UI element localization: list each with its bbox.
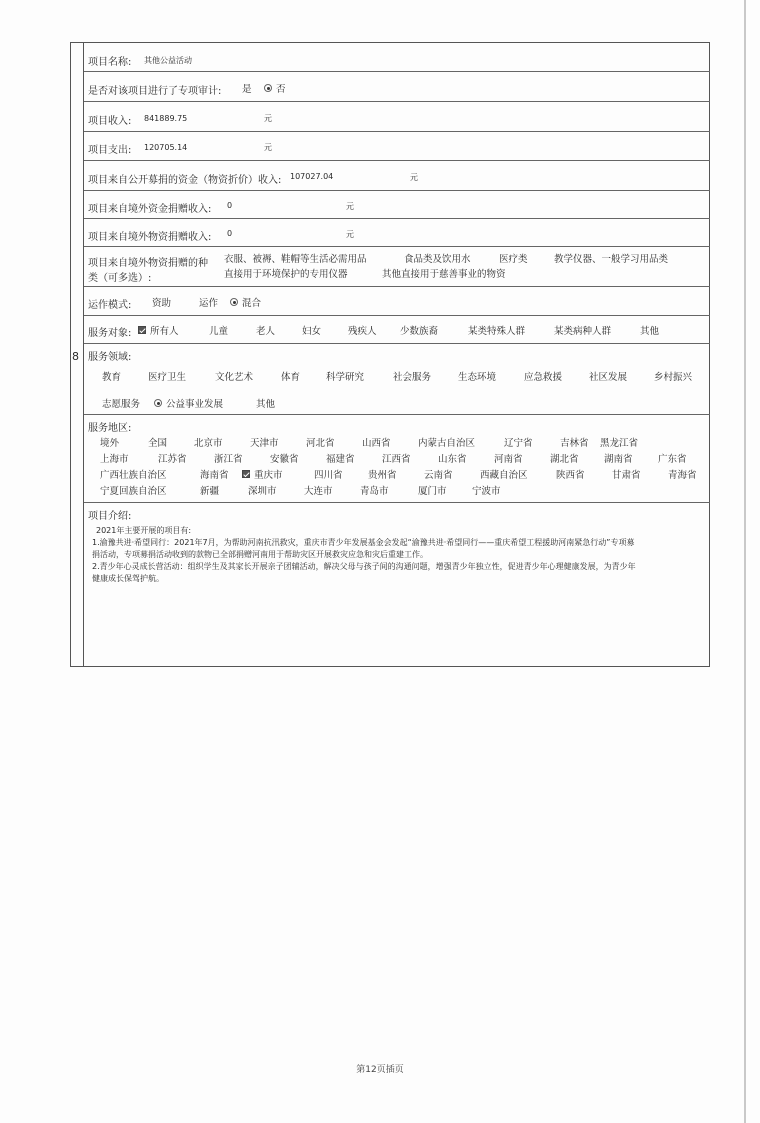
region-option[interactable]: 福建省 [326, 454, 355, 465]
row-number: 8 [72, 350, 79, 363]
region-option[interactable]: 重庆市 [242, 467, 283, 481]
row-goods-kinds [84, 247, 710, 287]
income-value: 841889.75 [144, 114, 188, 123]
target-option-special-group[interactable]: 某类特殊人群 [468, 326, 526, 337]
row-audit [84, 72, 710, 102]
kind-option-environment[interactable]: 直接用于环境保护的专用仪器 [224, 269, 348, 280]
intro-label: 项目介绍: [88, 511, 132, 522]
kinds-label-line2: 类（可多选）: [88, 273, 152, 284]
row-foreign-goods [84, 219, 710, 247]
region-option[interactable]: 黑龙江省 [600, 438, 639, 449]
region-option[interactable]: 山东省 [438, 454, 467, 465]
kind-option-teaching[interactable]: 教学仪器、一般学习用品类 [554, 254, 669, 265]
region-option[interactable]: 新疆 [200, 486, 220, 497]
region-option[interactable]: 青海省 [668, 470, 697, 481]
region-option[interactable]: 青岛市 [360, 486, 389, 497]
target-option-minority[interactable]: 少数族裔 [400, 326, 439, 337]
income-unit: 元 [264, 114, 272, 123]
region-option[interactable]: 天津市 [250, 438, 279, 449]
region-option[interactable]: 深圳市 [248, 486, 277, 497]
intro-line: 2021年主要开展的项目有: [96, 526, 192, 535]
intro-line: 健康成长保驾护航。 [92, 574, 164, 583]
target-option-women[interactable]: 妇女 [302, 326, 322, 337]
foreign-goods-label: 项目来自境外物资捐赠收入: [88, 232, 212, 243]
expense-label: 项目支出: [88, 145, 132, 156]
kind-option-food[interactable]: 食品类及饮用水 [404, 254, 471, 265]
expense-unit: 元 [264, 143, 272, 152]
region-option[interactable]: 河北省 [306, 438, 335, 449]
field-option-public-welfare[interactable]: 公益事业发展 [154, 396, 223, 410]
foreign-fund-unit: 元 [346, 202, 354, 211]
mode-option-operate[interactable]: 运作 [199, 298, 219, 309]
region-option[interactable]: 陕西省 [556, 470, 585, 481]
region-option[interactable]: 吉林省 [560, 438, 589, 449]
region-option[interactable]: 海南省 [200, 470, 229, 481]
region-option[interactable]: 山西省 [362, 438, 391, 449]
target-option-disabled[interactable]: 残疾人 [348, 326, 377, 337]
target-option-children[interactable]: 儿童 [209, 326, 229, 337]
radio-selected-icon [264, 84, 272, 92]
field-option-sports[interactable]: 体育 [281, 372, 301, 383]
audit-label: 是否对该项目进行了专项审计: [88, 86, 222, 97]
row-income [84, 102, 710, 132]
row-expense [84, 132, 710, 161]
mode-option-fund[interactable]: 资助 [152, 298, 172, 309]
region-option[interactable]: 江苏省 [158, 454, 187, 465]
project-name-value: 其他公益活动 [144, 56, 192, 65]
row-project-name [84, 44, 710, 72]
target-option-all[interactable]: 所有人 [138, 323, 179, 337]
row-public-fundraising [84, 161, 710, 191]
field-option-social[interactable]: 社会服务 [393, 372, 432, 383]
region-option[interactable]: 厦门市 [418, 486, 447, 497]
field-option-emergency[interactable]: 应急救援 [524, 372, 563, 383]
region-option[interactable]: 浙江省 [214, 454, 243, 465]
kind-option-other[interactable]: 其他直接用于慈善事业的物资 [382, 269, 506, 280]
region-option[interactable]: 甘肃省 [612, 470, 641, 481]
row-introduction [84, 503, 710, 665]
target-label: 服务对象: [88, 328, 132, 339]
region-option[interactable]: 江西省 [382, 454, 411, 465]
region-option[interactable]: 全国 [148, 438, 168, 449]
region-option[interactable]: 大连市 [304, 486, 333, 497]
kinds-label-line1: 项目来自境外物资捐赠的种 [88, 258, 208, 269]
row-service-field [84, 344, 710, 415]
radio-selected-icon [230, 298, 238, 306]
row-service-region [84, 415, 710, 503]
audit-yes-option[interactable]: 是 [242, 84, 252, 95]
region-option[interactable]: 四川省 [314, 470, 343, 481]
checkbox-checked-icon [138, 326, 146, 334]
project-name-label: 项目名称: [88, 57, 132, 68]
audit-no-option[interactable]: 否 [264, 81, 286, 95]
row-service-target [84, 316, 710, 344]
page-edge-line [744, 0, 746, 1123]
region-option[interactable]: 广东省 [658, 454, 687, 465]
field-option-science[interactable]: 科学研究 [326, 372, 365, 383]
mode-label: 运作模式: [88, 300, 132, 311]
field-option-health[interactable]: 医疗卫生 [148, 372, 187, 383]
intro-line: 2.青少年心灵成长营活动：组织学生及其家长开展亲子团辅活动，解决父母与孩子间的沟通问题，增强青少年独立性，促进青少年心理健康发展，为青少年 [92, 562, 636, 571]
field-option-volunteer[interactable]: 志愿服务 [102, 399, 141, 410]
field-label: 服务领域: [88, 352, 132, 363]
income-label: 项目收入: [88, 116, 132, 127]
region-option[interactable]: 湖北省 [550, 454, 579, 465]
target-option-disease-group[interactable]: 某类病种人群 [554, 326, 612, 337]
row-foreign-fund [84, 191, 710, 219]
mode-option-mixed[interactable]: 混合 [230, 295, 261, 309]
region-option[interactable]: 云南省 [424, 470, 453, 481]
intro-line: 1.渝豫共进·希望同行：2021年7月，为帮助河南抗汛救灾，重庆市青少年发展基金会发起“渝豫共进·希望同行——重庆希望工程援助河南紧急行动”专项募 [92, 538, 635, 547]
region-option[interactable]: 境外 [100, 438, 120, 449]
public-label: 项目来自公开募捐的资金（物资折价）收入: [88, 175, 282, 186]
field-option-culture[interactable]: 文化艺术 [215, 372, 254, 383]
field-option-education[interactable]: 教育 [102, 372, 122, 383]
region-label: 服务地区: [88, 423, 132, 434]
row-operation-mode [84, 287, 710, 316]
public-value: 107027.04 [290, 172, 334, 181]
region-option[interactable]: 内蒙古自治区 [418, 438, 476, 449]
region-option[interactable]: 贵州省 [368, 470, 397, 481]
intro-text [92, 525, 704, 585]
region-option[interactable]: 广西壮族自治区 [100, 470, 167, 481]
public-unit: 元 [410, 173, 418, 182]
region-option[interactable]: 辽宁省 [504, 438, 533, 449]
field-option-community[interactable]: 社区发展 [589, 372, 628, 383]
field-option-ecology[interactable]: 生态环境 [458, 372, 497, 383]
radio-selected-icon [154, 399, 162, 407]
region-option[interactable]: 宁波市 [472, 486, 501, 497]
foreign-fund-label: 项目来自境外资金捐赠收入: [88, 204, 212, 215]
target-option-other[interactable]: 其他 [640, 326, 660, 337]
region-option[interactable]: 西藏自治区 [480, 470, 528, 481]
checkbox-checked-icon [242, 470, 250, 478]
region-option[interactable]: 宁夏回族自治区 [100, 486, 167, 497]
page-footer: 第12页插页 [356, 1065, 404, 1075]
kind-option-daily[interactable]: 衣服、被褥、鞋帽等生活必需用品 [224, 254, 367, 265]
foreign-goods-unit: 元 [346, 230, 354, 239]
foreign-goods-value: 0 [227, 229, 233, 238]
target-option-elderly[interactable]: 老人 [256, 326, 276, 337]
foreign-fund-value: 0 [227, 201, 233, 210]
intro-line: 捐活动，专项募捐活动收到的款物已全部捐赠河南用于帮助灾区开展救灾应急和灾后重建工作。 [92, 550, 428, 559]
field-option-rural[interactable]: 乡村振兴 [654, 372, 693, 383]
region-option[interactable]: 安徽省 [270, 454, 299, 465]
kind-option-medical[interactable]: 医疗类 [499, 254, 528, 265]
field-option-other[interactable]: 其他 [256, 399, 276, 410]
region-option[interactable]: 北京市 [194, 438, 223, 449]
region-option[interactable]: 河南省 [494, 454, 523, 465]
expense-value: 120705.14 [144, 143, 188, 152]
region-option[interactable]: 湖南省 [604, 454, 633, 465]
region-option[interactable]: 上海市 [100, 454, 129, 465]
